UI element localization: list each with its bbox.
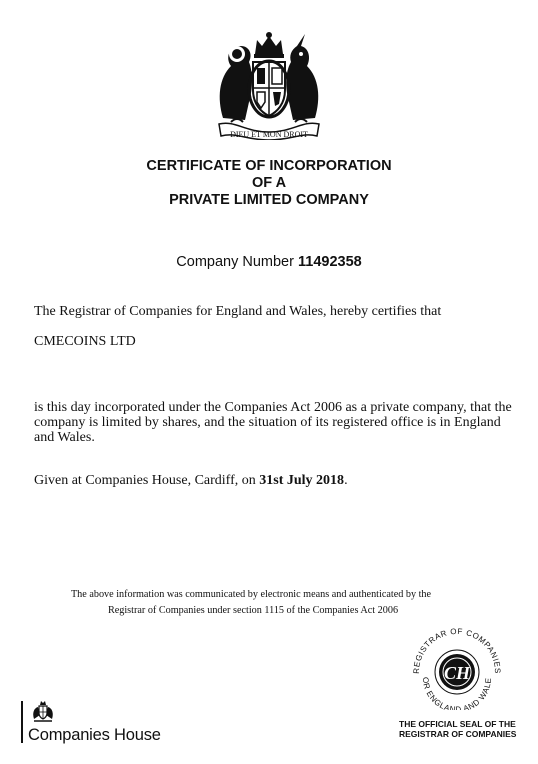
incorporation-text: is this day incorporated under the Companies Act 2006 as a private company, that the company is limited by shares, and the situation of its registered office is in England and Wales.: [34, 400, 512, 445]
given-at-suffix: .: [344, 473, 348, 488]
royal-coat-of-arms-icon: [205, 28, 333, 140]
footer-note-line1: The above information was communicated by electronic means and authenticated by the: [70, 589, 432, 600]
company-number-value: 11492358: [297, 254, 362, 270]
companies-house-name: Companies House: [28, 726, 161, 744]
seal-caption: [399, 719, 519, 739]
incorporation-date: 31st July 2018: [259, 473, 345, 488]
company-number-label: Company Number: [176, 254, 294, 270]
certificate-title-line1: CERTIFICATE OF INCORPORATION: [146, 158, 392, 174]
seal-ring-top: REGISTRAR OF COMPANIES: [411, 628, 503, 674]
seal-ring-bottom: OR ENGLAND AND WALE: [420, 676, 494, 710]
registrar-seal-icon: [403, 628, 511, 710]
company-name: CMECOINS LTD: [34, 334, 136, 349]
logo-divider: [21, 701, 23, 743]
certificate-title-line2: OF A: [251, 175, 287, 191]
seal-caption-line1: THE OFFICIAL SEAL OF THE: [399, 719, 516, 729]
given-at-text: [34, 473, 512, 488]
seal-caption-line2: REGISTRAR OF COMPANIES: [399, 729, 517, 739]
companies-house-logo: [21, 701, 161, 751]
motto-text: DIEU ET MON DROIT: [230, 130, 308, 139]
seal-monogram: CH: [443, 663, 471, 683]
certificate-title-line3: PRIVATE LIMITED COMPANY: [169, 192, 369, 208]
certifies-text: The Registrar of Companies for England and Wales, hereby certifies that: [34, 304, 442, 319]
company-number: [0, 254, 538, 270]
given-at-prefix: Given at Companies House, Cardiff, on: [34, 473, 256, 488]
footer-note-line2: Registrar of Companies under section 1115 of the Companies Act 2006: [107, 605, 399, 616]
companies-house-crest-icon: [31, 701, 55, 723]
